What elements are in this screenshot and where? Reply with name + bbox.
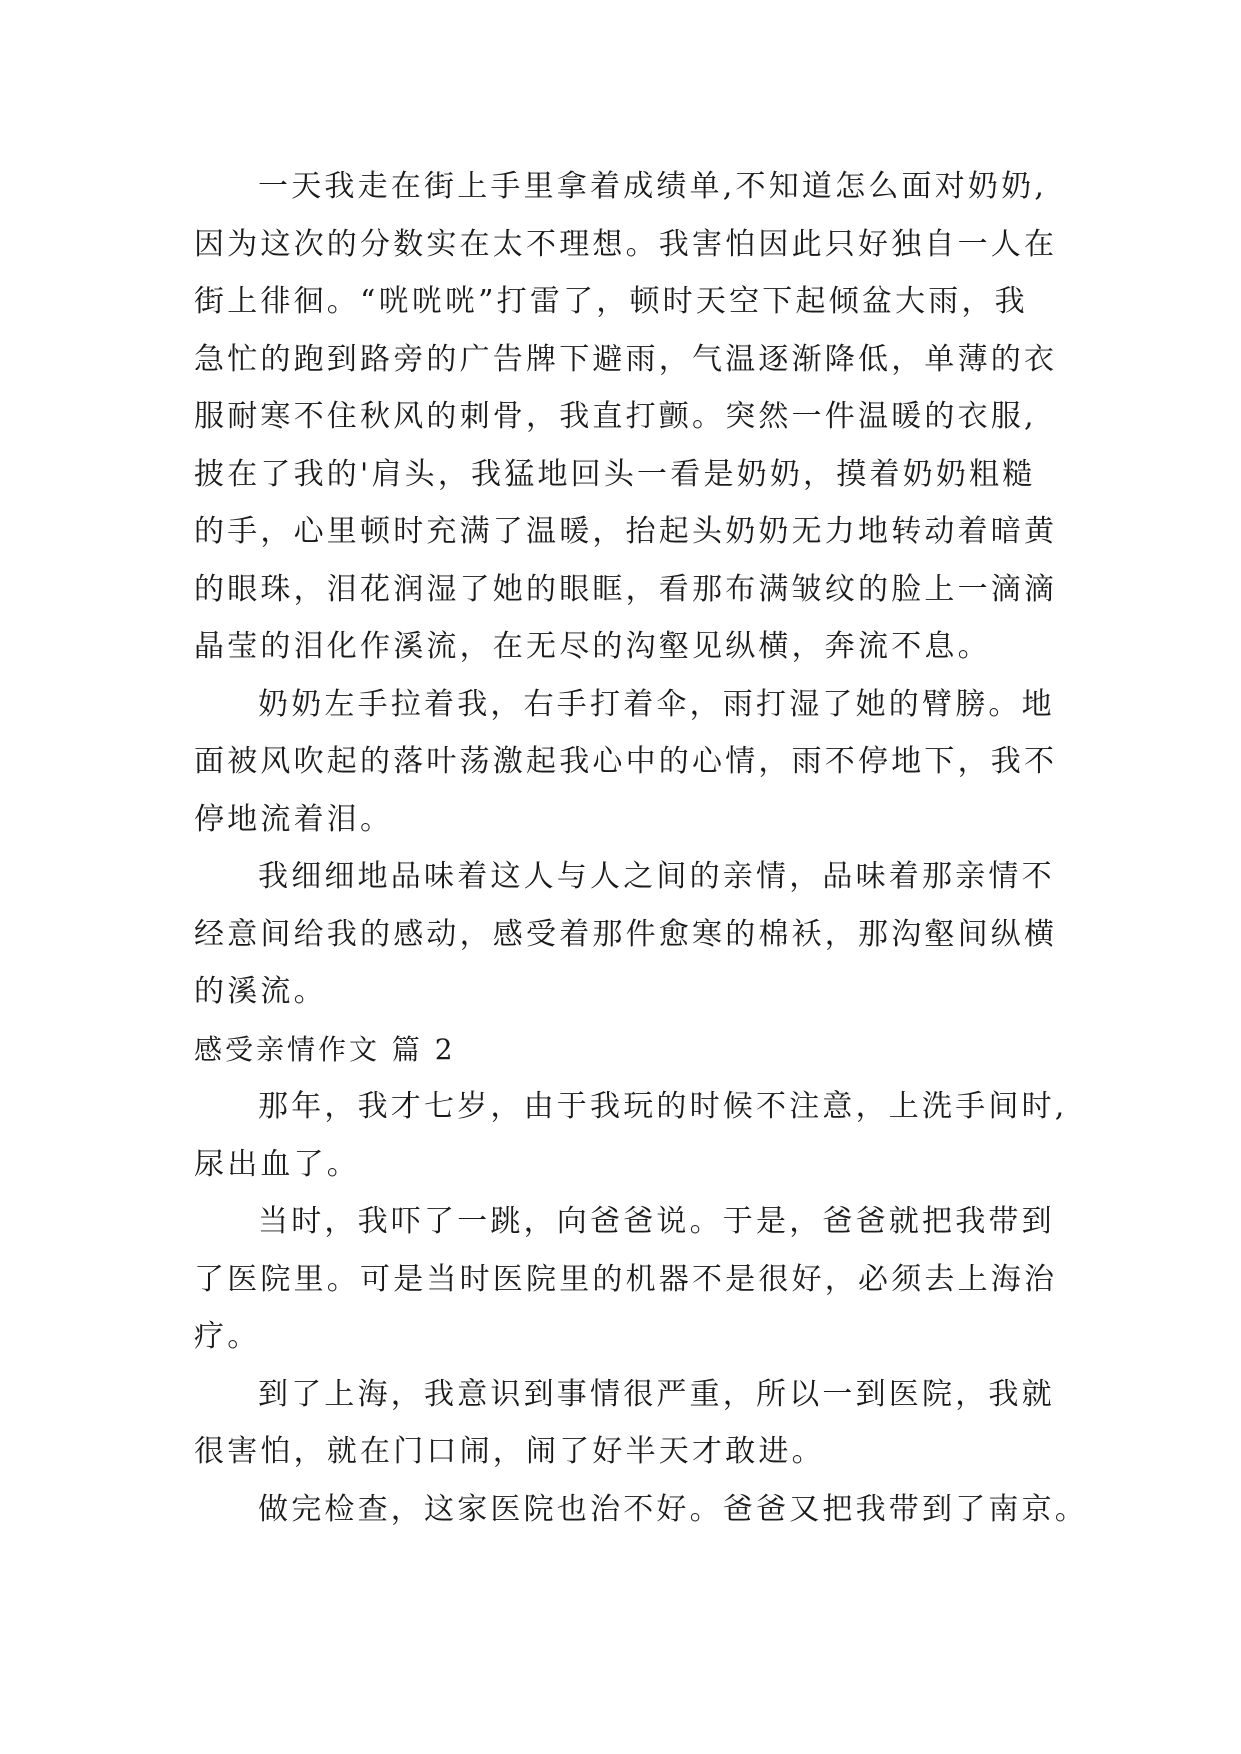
document-page	[194, 158, 1088, 1538]
paragraph-line: 那年，我才七岁，由于我玩的时候不注意，上洗手间时,	[258, 1089, 1068, 1124]
paragraph-line: 一天我走在街上手里拿着成绩单,不知道怎么面对奶奶,	[258, 169, 1048, 204]
paragraph-3	[194, 848, 1059, 1021]
paragraph-7	[194, 1481, 1088, 1539]
paragraph-line: 奶奶左手拉着我，右手打着伞，雨打湿了她的臂膀。地	[258, 686, 1055, 722]
paragraph-line: 街上徘徊。“咣咣咣”打雷了，顿时天空下起倾盆大雨，我	[194, 284, 1028, 319]
paragraph-line: 急忙的跑到路旁的广告牌下避雨，气温逐渐降低，单薄的衣	[194, 341, 1058, 377]
paragraph-line: 了医院里。可是当时医院里的机器不是很好，必须去上海治	[194, 1261, 1058, 1297]
paragraph-2	[194, 676, 1059, 849]
section-heading: 感受亲情作文 篇 2	[194, 1032, 456, 1066]
paragraph-line: 做完检查，这家医院也治不好。爸爸又把我带到了南京。	[258, 1491, 1088, 1527]
paragraph-line: 因为这次的分数实在太不理想。我害怕因此只好独自一人在	[194, 226, 1058, 262]
paragraph-line: 我细细地品味着这人与人之间的亲情，品味着那亲情不	[258, 859, 1055, 894]
paragraph-line: 晶莹的泪化作溪流，在无尽的沟壑见纵横，奔流不息。	[194, 629, 991, 664]
paragraph-line: 经意间给我的感动，感受着那件愈寒的棉袄，那沟壑间纵横	[194, 916, 1058, 952]
paragraph-line: 疗。	[194, 1319, 261, 1354]
paragraph-line: 当时，我吓了一跳，向爸爸说。于是，爸爸就把我带到	[258, 1204, 1055, 1239]
paragraph-line: 很害怕，就在门口闹，闹了好半天才敢进。	[194, 1434, 825, 1469]
paragraph-line: 的眼珠，泪花润湿了她的眼眶，看那布满皱纹的脸上一滴滴	[194, 571, 1058, 607]
paragraph-line: 尿出血了。	[194, 1146, 360, 1182]
paragraph-line: 的溪流。	[194, 974, 327, 1009]
paragraph-line: 停地流着泪。	[194, 801, 394, 837]
paragraph-6	[194, 1366, 1059, 1481]
paragraph-line: 的手，心里顿时充满了温暖，抬起头奶奶无力地转动着暗黄	[194, 514, 1058, 549]
paragraph-5	[194, 1193, 1059, 1366]
paragraph-line: 面被风吹起的落叶荡激起我心中的心情，雨不停地下，我不	[194, 744, 1058, 779]
paragraph-line: 服耐寒不住秋风的刺骨，我直打颤。突然一件温暖的衣服,	[194, 399, 1037, 434]
paragraph-4	[194, 1078, 1068, 1193]
paragraph-line: 到了上海，我意识到事情很严重，所以一到医院，我就	[258, 1376, 1055, 1412]
paragraph-line: 披在了我的'肩头，我猛地回头一看是奶奶，摸着奶奶粗糙	[194, 456, 1036, 492]
paragraph-1	[194, 158, 1059, 676]
